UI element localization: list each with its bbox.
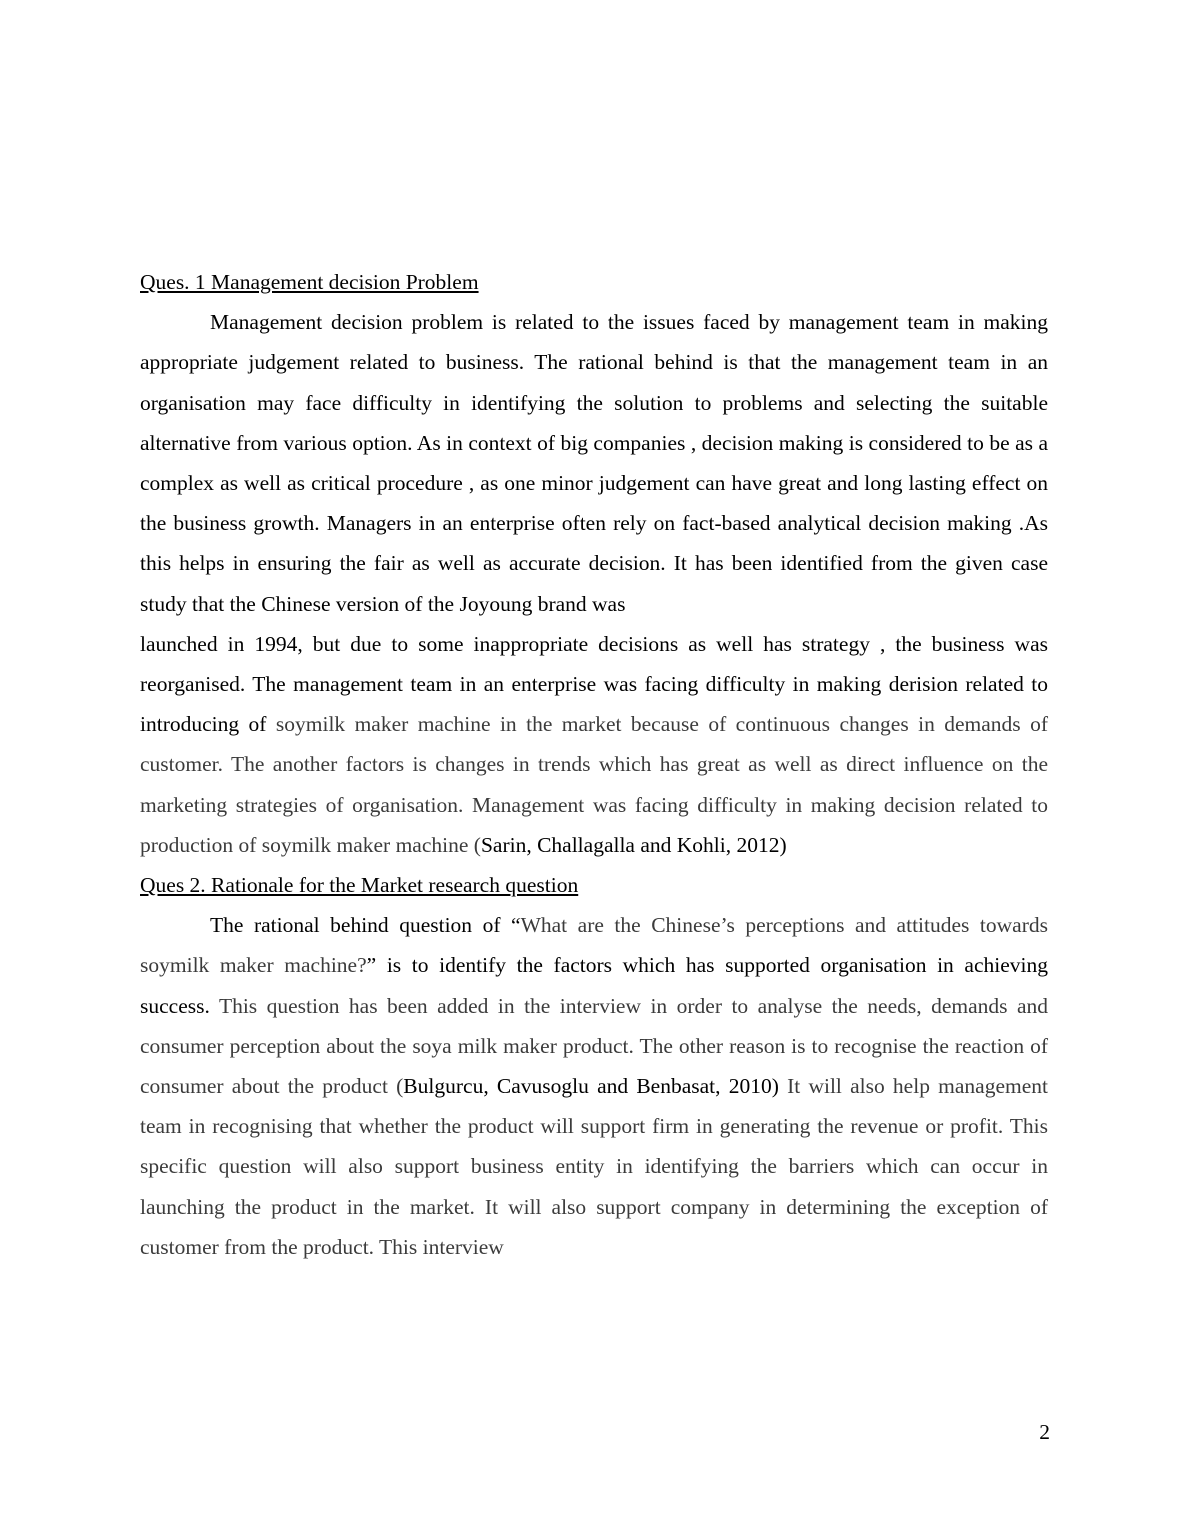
section-1-paragraph-2-grey-text: soymilk maker machine in the market because of continuous changes in demands of customer. The another factors is changes in trends which has great as well as direct influence on the marketing strategies of organisation. Management was facing difficulty in making decision related to production of soymilk maker machine ( (140, 712, 1048, 857)
section-1-paragraph-2-text: launched in 1994, but due to some inappropriate decisions as well has strategy , the business was reorganised. The management team in an enterprise was facing difficulty in making derision related to introducing of (140, 631, 1048, 737)
section-1-citation: Sarin, Challagalla and Kohli, 2012) (480, 832, 787, 857)
section-2-paragraph-1-grey-text-c: It will also help management team in recognising that whether the product will support firm in generating the revenue or profit. This specific question will also support business entity in identifying the barriers which can occur in launching the product in the market. It will also support company in determining the exception of customer from the product. This interview (140, 1074, 1049, 1259)
section-1-paragraph-1 (140, 302, 1048, 624)
section-2-paragraph-1-text: The rational behind question of “ (210, 913, 521, 938)
section-1-heading: Ques. 1 Management decision Problem (140, 270, 479, 294)
section-2-paragraph-1-text-b: ” is to identify the factors which has supported organisation in achieving success. (140, 953, 1048, 1018)
page-content (140, 262, 1048, 1267)
section-2-paragraph-1 (140, 905, 1048, 1267)
page-number: 2 (1039, 1420, 1050, 1444)
section-2-question-quote: What are the Chinese’s perceptions and attitudes towards soymilk maker machine? (140, 913, 1048, 978)
section-2-citation: Bulgurcu, Cavusoglu and Benbasat, 2010) (403, 1074, 779, 1099)
section-1-paragraph-1-text: Management decision problem is related to the issues faced by management team in making appropriate judgement related to business. The rational behind is that the management team in an organisation may face difficulty in identifying the solution to problems and selecting the suitable alternative from various option. As in context of big companies , decision making is considered to be as a complex as well as critical procedure , as one minor judgement can have great and long lasting effect on the business growth. Managers in an enterprise often rely on fact-based analytical decision making .As this helps in ensuring the fair as well as accurate decision. It has been identified from the given case study that the Chinese version of the Joyoung brand was (140, 310, 1048, 616)
section-2-paragraph-1-grey-text: This question has been added in the interview in order to analyse the needs, demands and consumer perception about the soya milk maker product. The other reason is to recognise the reaction of consumer about the product ( (140, 993, 1049, 1099)
section-1-paragraph-2 (140, 624, 1048, 865)
section-2-heading: Ques 2. Rationale for the Market research question (140, 873, 579, 898)
